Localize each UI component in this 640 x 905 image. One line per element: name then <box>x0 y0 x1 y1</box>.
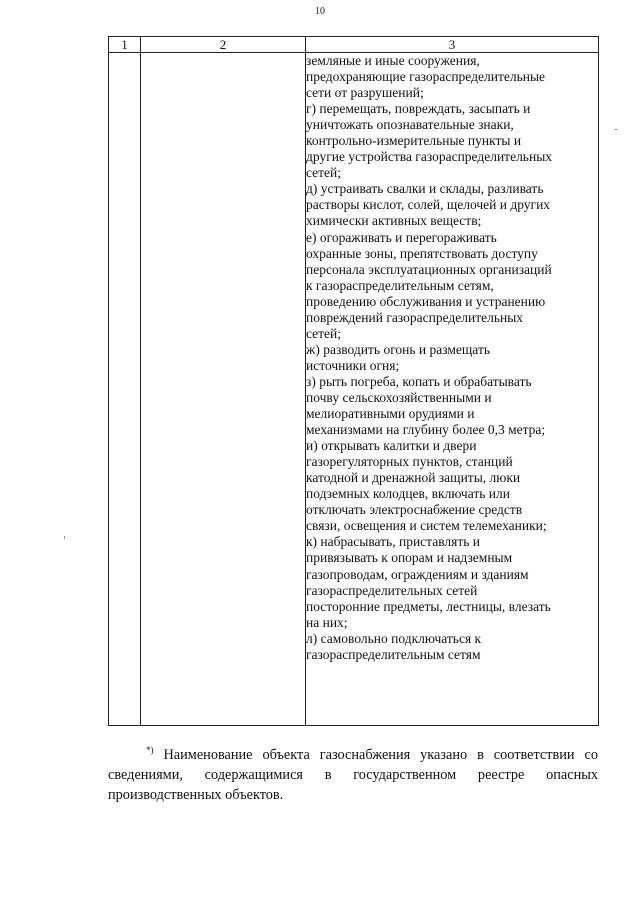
text-line: повреждений газораспределительных <box>306 309 524 325</box>
text-line: к газораспределительным сетям, <box>306 277 494 293</box>
header-col-2: 2 <box>141 37 306 53</box>
text-line: персонала эксплуатационных организаций <box>306 261 552 277</box>
text-line: химически активных веществ; <box>306 213 482 229</box>
text-line: земляные и иные сооружения, <box>306 53 480 68</box>
content-table <box>108 36 599 726</box>
text-line: почву сельскохозяйственными и <box>306 389 492 405</box>
text-line: газораспределительным сетям <box>306 646 481 662</box>
page-number: 10 <box>315 6 325 17</box>
text-line: к) набрасывать, приставлять и <box>306 534 481 550</box>
text-line: сетей; <box>306 325 342 341</box>
text-line: газораспределительных сетей <box>306 582 478 598</box>
text-line: сети от разрушений; <box>306 85 424 101</box>
text-line: механизмами на глубину более 0,3 метра; <box>306 422 546 438</box>
text-line: другие устройства газораспределительных <box>306 149 553 165</box>
text-line: на них; <box>306 614 348 630</box>
scan-mark <box>614 129 618 130</box>
text-line: газорегуляторных пунктов, станций <box>306 454 513 470</box>
text-line: предохраняющие газораспределительные <box>306 69 546 85</box>
footnote-text: Наименование объекта газоснабжения указано в соответствии со <box>163 747 599 763</box>
footnote-line: производственных объектов. <box>108 787 284 803</box>
text-line: проведению обслуживания и устранению <box>306 293 546 309</box>
footnote-line: сведениями, содержащимися в государственном реестре опасных <box>108 767 598 783</box>
footnote <box>108 745 598 805</box>
text-line: катодной и дренажной защиты, люки <box>306 470 521 486</box>
text-line: связи, освещения и систем телемеханики; <box>306 518 547 534</box>
footnote-line <box>108 745 598 765</box>
text-line: уничтожать опознавательные знаки, <box>306 117 514 133</box>
header-col-1: 1 <box>109 37 141 53</box>
text-line: привязывать к опорам и надземным <box>306 550 513 566</box>
text-line: д) устраивать свалки и склады, разливать <box>306 181 544 197</box>
cell-col-2 <box>141 53 306 726</box>
text-line: л) самовольно подключаться к <box>306 630 482 646</box>
cell-col-1 <box>109 53 141 726</box>
text-line: и) открывать калитки и двери <box>306 438 477 454</box>
footnote-marker: *) <box>146 745 154 755</box>
text-line: з) рыть погреба, копать и обрабатывать <box>306 373 532 389</box>
text-line: сетей; <box>306 165 342 181</box>
text-line: газопроводам, ограждениям и зданиям <box>306 566 529 582</box>
text-line: мелиоративными орудиями и <box>306 406 475 422</box>
text-line: отключать электроснабжение средств <box>306 502 523 518</box>
text-line: ж) разводить огонь и размещать <box>306 341 491 357</box>
text-line: источники огня; <box>306 357 400 373</box>
text-line: охранные зоны, препятствовать доступу <box>306 245 538 261</box>
text-line: подземных колодцев, включать или <box>306 486 510 502</box>
text-line: посторонние предметы, лестницы, влезать <box>306 598 551 614</box>
cell-col-3 <box>306 53 599 726</box>
scan-mark <box>64 536 65 539</box>
table-row <box>109 53 599 726</box>
header-col-3: 3 <box>306 37 599 53</box>
text-line: контрольно-измерительные пункты и <box>306 133 522 149</box>
text-line: г) перемещать, повреждать, засыпать и <box>306 101 531 117</box>
text-line: растворы кислот, солей, щелочей и других <box>306 197 551 213</box>
table-header-row <box>109 37 599 53</box>
text-line: е) огораживать и перегораживать <box>306 229 497 245</box>
